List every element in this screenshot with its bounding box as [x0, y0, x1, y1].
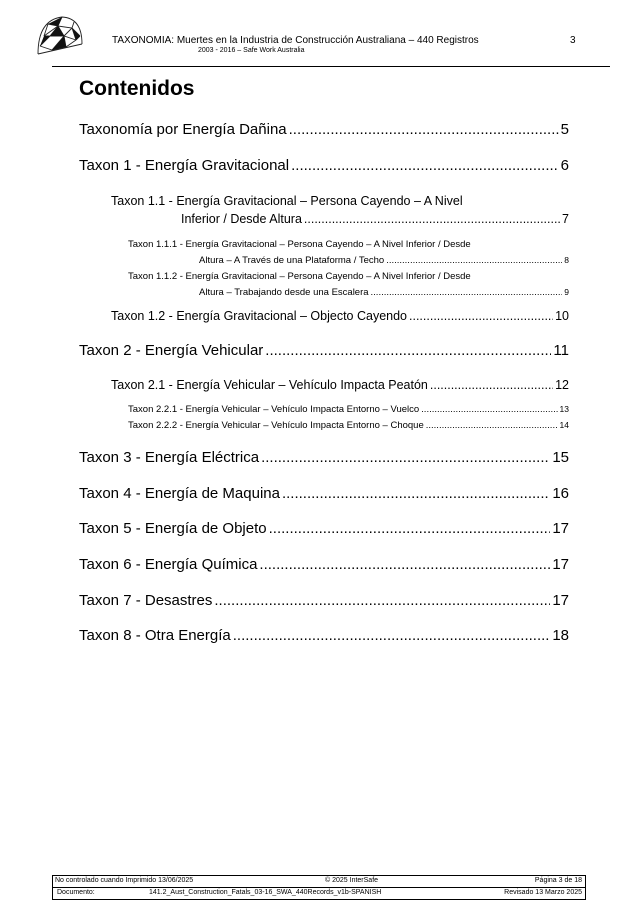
toc-entry[interactable]	[199, 255, 569, 266]
toc-entry-page: 14	[559, 420, 569, 430]
toc-title: Contenidos	[79, 77, 195, 100]
toc-entry[interactable]	[79, 520, 569, 537]
toc-entry-label: Taxon 1.2 - Energía Gravitacional – Objecto Cayendo	[111, 309, 408, 323]
toc-leader	[371, 287, 563, 298]
toc-entry[interactable]	[79, 449, 569, 466]
toc-entry-label: Inferior / Desde Altura	[181, 212, 302, 226]
footer-revised: Revisado 13 Marzo 2025	[504, 889, 582, 896]
toc-entry[interactable]	[79, 157, 569, 174]
toc-entry[interactable]	[111, 378, 569, 392]
toc-entry-label: Taxon 7 - Desastres	[79, 592, 213, 609]
toc-leader	[269, 520, 551, 537]
footer-row-2	[52, 887, 586, 900]
footer-doc-name: 141.2_Aust_Construction_Fatals_03-16_SWA_440Records_v1b-SPANISH	[149, 889, 382, 896]
footer-page-of: Página 3 de 18	[534, 877, 582, 884]
toc-entry-label: Taxon 2.2.1 - Energía Vehicular – Vehículo Impacta Entorno – Vuelco	[128, 404, 420, 415]
toc-leader	[233, 627, 551, 644]
toc-entry-label-line1[interactable]: Taxon 1.1.2 - Energía Gravitacional – Persona Cayendo – A Nivel Inferior / Desde	[128, 271, 471, 282]
toc-entry-page: 6	[560, 157, 569, 174]
toc-entry-page: 12	[555, 378, 569, 392]
toc-entry[interactable]	[79, 485, 569, 502]
toc-entry[interactable]	[199, 287, 569, 298]
toc-entry[interactable]	[128, 404, 569, 415]
toc-leader	[304, 212, 560, 226]
toc-leader	[430, 378, 553, 392]
toc-entry-label: Taxon 4 - Energía de Maquina	[79, 485, 280, 502]
toc-entry[interactable]	[79, 627, 569, 644]
toc-entry-page: 9	[564, 287, 569, 297]
toc-entry-page: 17	[552, 556, 569, 573]
toc-leader	[214, 592, 550, 609]
toc-entry-page: 5	[560, 121, 569, 138]
toc-entry-label: Altura – A Través de una Plataforma / Techo	[199, 255, 385, 266]
toc-leader	[265, 342, 551, 359]
toc-entry[interactable]	[79, 121, 569, 138]
toc-entry-label: Taxon 3 - Energía Eléctrica	[79, 449, 260, 466]
toc-entry-page: 10	[555, 309, 569, 323]
geodesic-dome-icon	[34, 14, 84, 60]
footer-copyright: © 2025 InterSafe	[325, 877, 379, 884]
toc-entry-page: 15	[552, 449, 569, 466]
toc-leader	[282, 485, 550, 502]
toc-entry[interactable]	[181, 212, 569, 226]
toc-entry-page: 18	[552, 627, 569, 644]
toc-entry-label: Taxon 5 - Energía de Objeto	[79, 520, 267, 537]
toc-leader	[291, 157, 559, 174]
header-title: TAXONOMIA: Muertes en la Industria de Construcción Australiana – 440 Registros	[112, 35, 479, 46]
toc-entry-label: Taxon 8 - Otra Energía	[79, 627, 231, 644]
toc-entry-page: 13	[559, 404, 569, 414]
toc-leader	[426, 420, 558, 431]
footer-row-1	[52, 875, 586, 887]
toc-entry[interactable]	[79, 342, 569, 359]
toc-leader	[421, 404, 557, 415]
toc-entry-label: Taxon 1 - Energía Gravitacional	[79, 157, 290, 174]
toc-leader	[259, 556, 550, 573]
toc-entry-label: Taxon 2 - Energía Vehicular	[79, 342, 264, 359]
toc-entry-label: Taxon 2.2.2 - Energía Vehicular – Vehículo Impacta Entorno – Choque	[128, 420, 424, 431]
toc-entry-label: Taxon 6 - Energía Química	[79, 556, 258, 573]
toc-entry[interactable]	[111, 309, 569, 323]
toc-entry-page: 11	[553, 342, 569, 359]
toc-leader	[386, 255, 562, 266]
toc-leader	[409, 309, 553, 323]
toc-entry-page: 17	[552, 592, 569, 609]
toc-entry[interactable]	[128, 420, 569, 431]
toc-entry-label: Taxon 2.1 - Energía Vehicular – Vehículo Impacta Peatón	[111, 378, 428, 392]
toc-entry[interactable]	[79, 556, 569, 573]
toc-entry-page: 16	[552, 485, 569, 502]
toc-entry-label: Altura – Trabajando desde una Escalera	[199, 287, 369, 298]
toc-entry-label: Taxonomía por Energía Dañina	[79, 121, 287, 138]
header-page-number: 3	[570, 35, 576, 46]
toc-entry-page: 8	[564, 255, 569, 265]
toc-entry-label-line1[interactable]: Taxon 1.1 - Energía Gravitacional – Persona Cayendo – A Nivel	[111, 194, 463, 208]
toc-entry-page: 7	[562, 212, 569, 226]
toc-leader	[261, 449, 550, 466]
header-subtitle: 2003 - 2016 – Safe Work Australia	[198, 47, 305, 54]
toc-entry-label-line1[interactable]: Taxon 1.1.1 - Energía Gravitacional – Persona Cayendo – A Nivel Inferior / Desde	[128, 239, 471, 250]
header-rule	[52, 66, 610, 67]
toc-entry-page: 17	[552, 520, 569, 537]
footer-doc-label: Documento:	[57, 889, 95, 896]
footer-uncontrolled: No controlado cuando Imprimido 13/06/2025	[55, 877, 194, 884]
toc-leader	[289, 121, 559, 138]
toc-entry[interactable]	[79, 592, 569, 609]
